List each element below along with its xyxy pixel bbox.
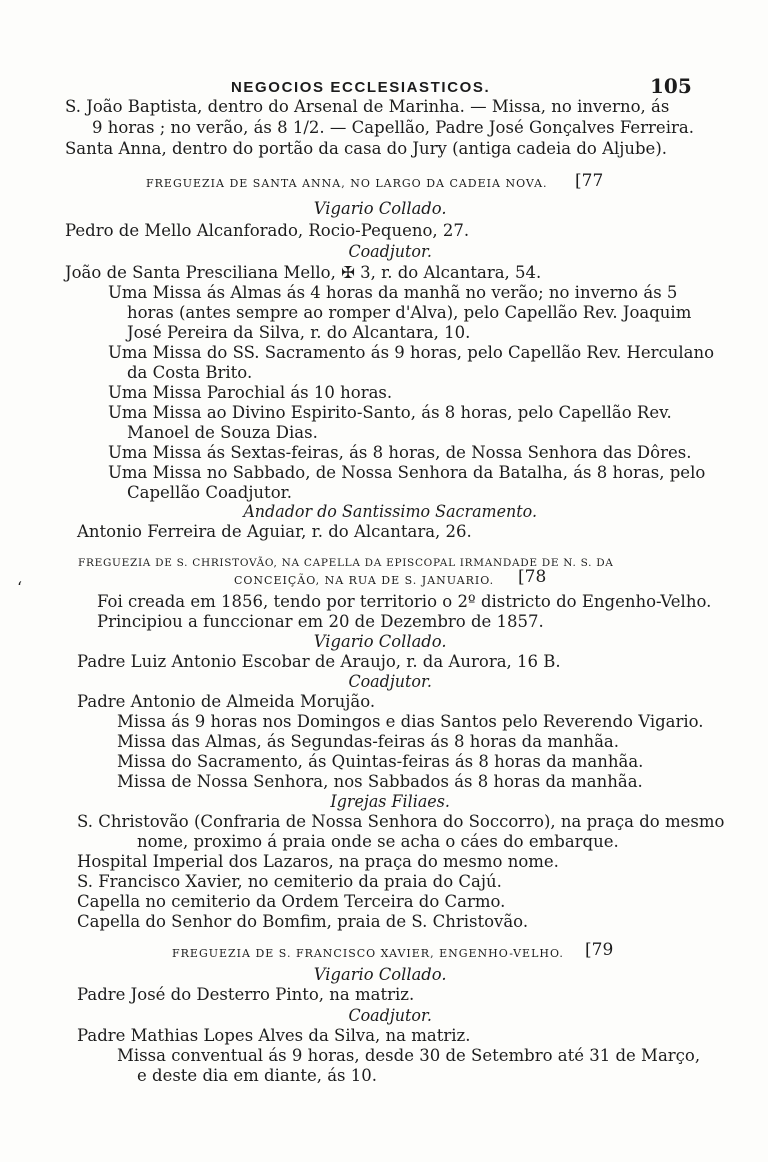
role-heading: Vigario Collado. bbox=[313, 965, 447, 984]
role-heading: Vigario Collado. bbox=[313, 632, 447, 651]
section-number: [77 bbox=[575, 171, 604, 191]
margin-mark: ʻ bbox=[17, 578, 23, 597]
section-number: [79 bbox=[585, 940, 614, 960]
paragraph-line: Uma Missa ao Divino Espirito-Santo, ás 8 horas, pelo Capellão Rev. bbox=[108, 403, 672, 422]
section-heading: FREGUEZIA DE S. FRANCISCO XAVIER, ENGENHO-VELHO. bbox=[172, 947, 564, 960]
role-heading: Vigario Collado. bbox=[313, 199, 447, 218]
paragraph-line: Missa do Sacramento, ás Quintas-feiras ás 8 horas da manhãa. bbox=[117, 752, 644, 771]
page-number: 105 bbox=[650, 74, 692, 98]
section-number: [78 bbox=[518, 567, 547, 587]
paragraph-line: Uma Missa ás Sextas-feiras, ás 8 horas, de Nossa Senhora das Dôres. bbox=[108, 443, 692, 462]
paragraph-line: Principiou a funccionar em 20 de Dezembro de 1857. bbox=[97, 612, 544, 631]
paragraph-line: Manoel de Souza Dias. bbox=[127, 423, 318, 442]
role-heading: Igrejas Filiaes. bbox=[330, 792, 450, 811]
paragraph-line: horas (antes sempre ao romper d'Alva), pelo Capellão Rev. Joaquim bbox=[127, 303, 692, 322]
paragraph-line: Uma Missa ás Almas ás 4 horas da manhã no verão; no inverno ás 5 bbox=[108, 283, 678, 302]
paragraph-line: João de Santa Presciliana Mello, ✠ 3, r. do Alcantara, 54. bbox=[65, 263, 542, 282]
section-heading: CONCEIÇÃO, NA RUA DE S. JANUARIO. bbox=[234, 574, 495, 587]
paragraph-line: Capella no cemiterio da Ordem Terceira do Carmo. bbox=[77, 892, 506, 911]
paragraph-line: Uma Missa do SS. Sacramento ás 9 horas, pelo Capellão Rev. Herculano bbox=[108, 343, 715, 362]
paragraph-line: Foi creada em 1856, tendo por territorio o 2º districto do Engenho-Velho. bbox=[97, 592, 712, 611]
role-heading: Coadjutor. bbox=[348, 1006, 432, 1025]
paragraph-line: Padre Luiz Antonio Escobar de Araujo, r. da Aurora, 16 B. bbox=[77, 652, 561, 671]
paragraph-line: Missa ás 9 horas nos Domingos e dias Santos pelo Reverendo Vigario. bbox=[117, 712, 704, 731]
role-heading: Andador do Santissimo Sacramento. bbox=[243, 502, 538, 521]
paragraph-line: Capellão Coadjutor. bbox=[127, 483, 292, 502]
paragraph-line: Uma Missa no Sabbado, de Nossa Senhora da Batalha, ás 8 horas, pelo bbox=[108, 463, 706, 482]
section-heading: FREGUEZIA DE SANTA ANNA, NO LARGO DA CADEIA NOVA. bbox=[146, 177, 548, 190]
paragraph-line: 9 horas ; no verão, ás 8 1/2. — Capellão, Padre José Gonçalves Ferreira. bbox=[92, 118, 694, 137]
paragraph-line: Padre Antonio de Almeida Morujão. bbox=[77, 692, 376, 711]
role-heading: Coadjutor. bbox=[348, 672, 432, 691]
paragraph-line: Antonio Ferreira de Aguiar, r. do Alcantara, 26. bbox=[77, 522, 472, 541]
paragraph-line: Pedro de Mello Alcanforado, Rocio-Pequeno, 27. bbox=[65, 221, 470, 240]
paragraph-line: Santa Anna, dentro do portão da casa do Jury (antiga cadeia do Aljube). bbox=[65, 139, 668, 158]
paragraph-line: S. Christovão (Confraria de Nossa Senhora do Soccorro), na praça do mesmo bbox=[77, 812, 725, 831]
paragraph-line: Hospital Imperial dos Lazaros, na praça do mesmo nome. bbox=[77, 852, 559, 871]
paragraph-line: S. João Baptista, dentro do Arsenal de Marinha. — Missa, no inverno, ás bbox=[65, 97, 670, 116]
section-heading: FREGUEZIA DE S. CHRISTOVÃO, NA CAPELLA DA EPISCOPAL IRMANDADE DE N. S. DA bbox=[78, 557, 614, 569]
paragraph-line: Missa de Nossa Senhora, nos Sabbados ás 8 horas da manhãa. bbox=[117, 772, 643, 791]
paragraph-line: Padre Mathias Lopes Alves da Silva, na matriz. bbox=[77, 1026, 471, 1045]
paragraph-line: Padre José do Desterro Pinto, na matriz. bbox=[77, 985, 415, 1004]
paragraph-line: Missa conventual ás 9 horas, desde 30 de Setembro até 31 de Março, bbox=[117, 1046, 701, 1065]
paragraph-line: Uma Missa Parochial ás 10 horas. bbox=[108, 383, 393, 402]
paragraph-line: S. Francisco Xavier, no cemiterio da praia do Cajú. bbox=[77, 872, 502, 891]
role-heading: Coadjutor. bbox=[348, 242, 432, 261]
paragraph-line: e deste dia em diante, ás 10. bbox=[137, 1066, 377, 1085]
paragraph-line: José Pereira da Silva, r. do Alcantara, 10. bbox=[127, 323, 471, 342]
paragraph-line: nome, proximo á praia onde se acha o cáes do embarque. bbox=[137, 832, 619, 851]
paragraph-line: da Costa Brito. bbox=[127, 363, 253, 382]
running-header: NEGOCIOS ECCLESIASTICOS. bbox=[231, 79, 491, 96]
paragraph-line: Missa das Almas, ás Segundas-feiras ás 8 horas da manhãa. bbox=[117, 732, 619, 751]
paragraph-line: Capella do Senhor do Bomfim, praia de S. Christovão. bbox=[77, 912, 529, 931]
